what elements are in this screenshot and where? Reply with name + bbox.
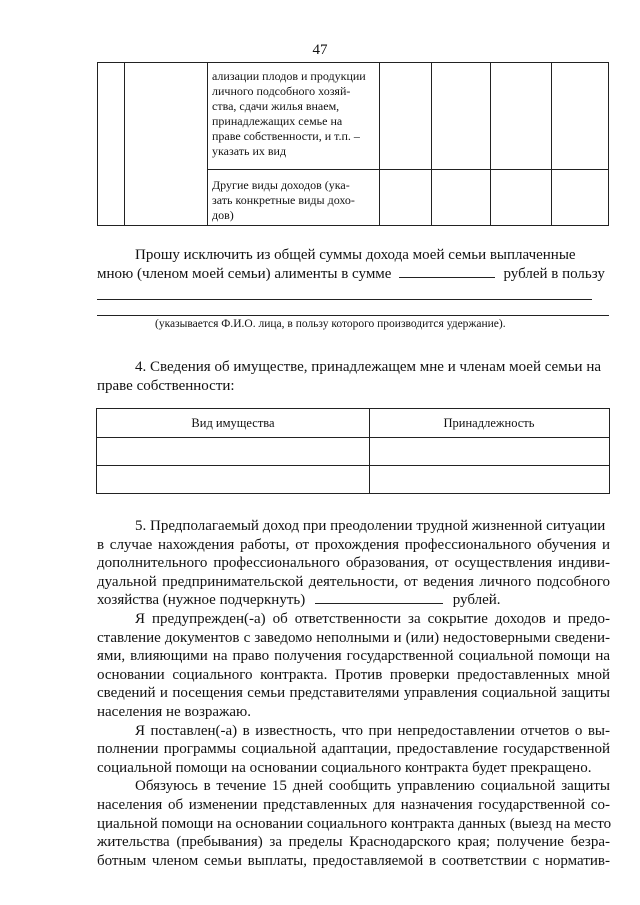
- warning-paragraph: [97, 610, 610, 722]
- property-line-2: праве собственности:: [97, 377, 235, 394]
- property-heading: [97, 358, 610, 395]
- text-line: основании социального контракта. Против проверки предоставленных мной: [97, 666, 610, 683]
- table-cell-other-income: [212, 178, 380, 223]
- table-cell-ownership[interactable]: [372, 439, 606, 463]
- recipient-caption: (указывается Ф.И.О. лица, в пользу которого производится удержание).: [155, 318, 506, 330]
- table-divider: [369, 409, 370, 493]
- table-cell-ownership[interactable]: [372, 467, 606, 491]
- table-cell-property-type[interactable]: [99, 467, 367, 491]
- cell-line: Другие виды доходов (ука-: [212, 178, 350, 192]
- text-line: населения не возражаю.: [97, 703, 252, 720]
- column-header-ownership: Принадлежность: [443, 416, 535, 430]
- text-line: в случае нахождения работы, от прохождения профессионального обучения и: [97, 536, 610, 553]
- obligation-paragraph: [97, 777, 610, 870]
- expected-income-field[interactable]: [315, 591, 443, 604]
- table-divider: [551, 63, 552, 225]
- alimony-label: мною (членом моей семьи) алименты в сумме: [97, 265, 392, 282]
- alimony-line-1: Прошу исключить из общей суммы дохода моей семьи выплаченные: [135, 247, 576, 263]
- body-text: [97, 517, 610, 870]
- text-line: ставление документов с заведомо неполными и (или) недостоверными сведени-: [97, 629, 610, 646]
- cell-line: принадлежащих семье на: [212, 114, 343, 128]
- alimony-line-2: [97, 265, 610, 284]
- alimony-amount-field[interactable]: [399, 265, 495, 278]
- text-line: Я поставлен(-а) в известность, что при непредоставлении отчетов о вы-: [135, 722, 610, 739]
- cell-line: личного подсобного хозяй-: [212, 84, 351, 98]
- table-divider: [207, 63, 208, 225]
- text-line: Обязуюсь в течение 15 дней сообщить управлению социальной защиты: [135, 778, 610, 795]
- cell-line: зать конкретные виды дохо-: [212, 193, 355, 207]
- table-divider: [431, 63, 432, 225]
- text-fragment: хозяйства (нужное подчеркнуть): [97, 592, 306, 609]
- cell-line: праве собственности, и т.п. –: [212, 129, 360, 143]
- cell-line: указать их вид: [212, 144, 287, 158]
- property-table: [96, 408, 610, 494]
- text-line: населения об изменении представленных для назначения государственной со-: [97, 796, 610, 813]
- text-line: 5. Предполагаемый доход при преодолении трудной жизненной ситуации: [135, 518, 606, 534]
- cell-line: ализации плодов и продукции: [212, 69, 366, 83]
- income-table: [97, 62, 609, 226]
- recipient-name-field[interactable]: [97, 299, 592, 300]
- page-number: 47: [312, 42, 328, 58]
- text-line: циальной помощи на основании социального контракта данных (выезд на место: [97, 815, 612, 832]
- table-divider: [97, 465, 609, 466]
- table-cell-income-type: [212, 69, 380, 159]
- table-divider: [490, 63, 491, 225]
- text-line: дополнительного профессионального образования, от осуществления индиви-: [97, 555, 610, 572]
- table-cell-property-type[interactable]: [99, 439, 367, 463]
- table-divider: [208, 169, 608, 170]
- text-line: Я предупрежден(-а) об ответственности за сокрытие доходов и предо-: [135, 610, 610, 627]
- text-line: [97, 591, 610, 610]
- text-line: дуальной предпринимательской деятельности, от ведения личного подсобного: [97, 573, 610, 590]
- recipient-name-field-2[interactable]: [97, 315, 609, 316]
- text-line: социальной помощи на основании социального контракта будет прекращено.: [97, 759, 592, 776]
- section-5-paragraph: [97, 517, 610, 610]
- alimony-paragraph: [97, 246, 610, 283]
- text-line: ями, влияющими на право получения государственной социальной помощи на: [97, 648, 610, 665]
- notice-paragraph: [97, 722, 610, 778]
- text-fragment: рублей.: [452, 592, 501, 609]
- text-line: жительства (пребывания) за пределы Краснодарского края; получение безра-: [97, 834, 610, 851]
- text-line: полнении программы социальной адаптации, предоставление государственной: [97, 741, 610, 758]
- table-divider: [124, 63, 125, 225]
- text-line: ботным членом семьи выплаты, предоставляемой в соответствии с норматив-: [97, 852, 610, 869]
- table-divider: [97, 437, 609, 438]
- property-line-1: 4. Сведения об имуществе, принадлежащем мне и членам моей семьи на: [135, 359, 602, 375]
- cell-line: ства, сдачи жилья внаем,: [212, 99, 340, 113]
- cell-line: дов): [212, 208, 234, 222]
- column-header-property-type: Вид имущества: [191, 416, 275, 430]
- alimony-label-end: рублей в пользу: [503, 265, 605, 282]
- text-line: сведений и посещения семьи представителями управления социальной защиты: [97, 685, 610, 702]
